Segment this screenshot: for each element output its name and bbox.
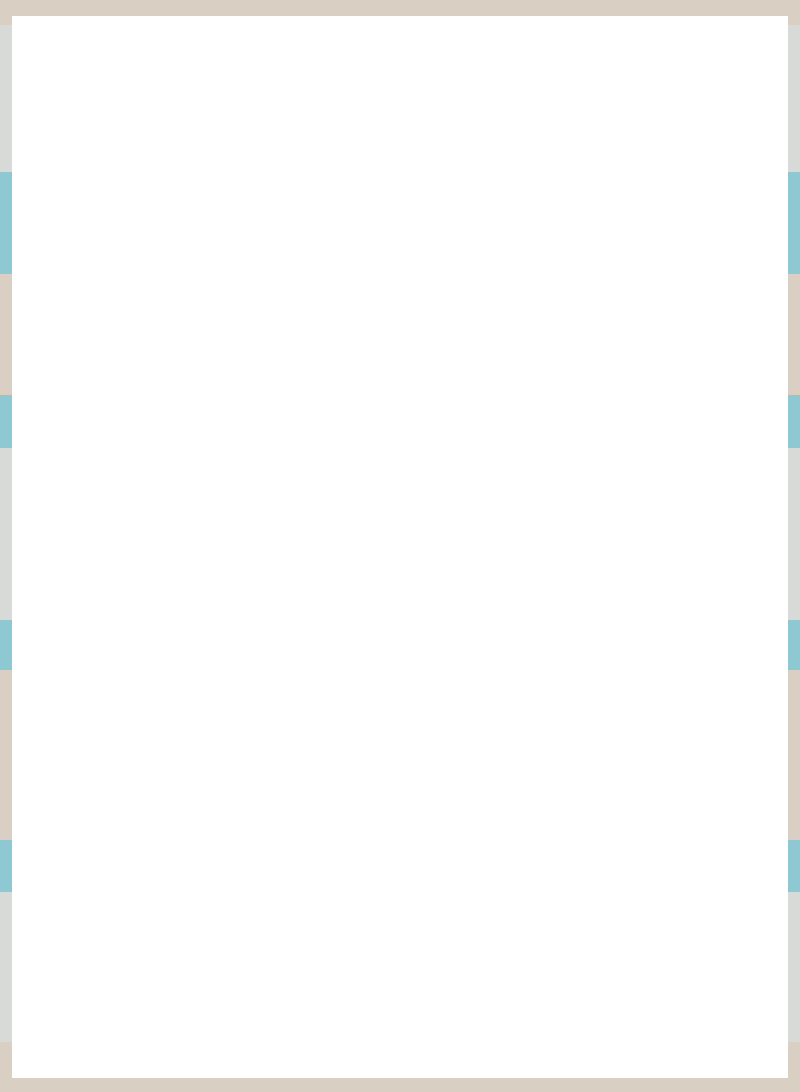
lyrics-card bbox=[12, 16, 788, 1078]
